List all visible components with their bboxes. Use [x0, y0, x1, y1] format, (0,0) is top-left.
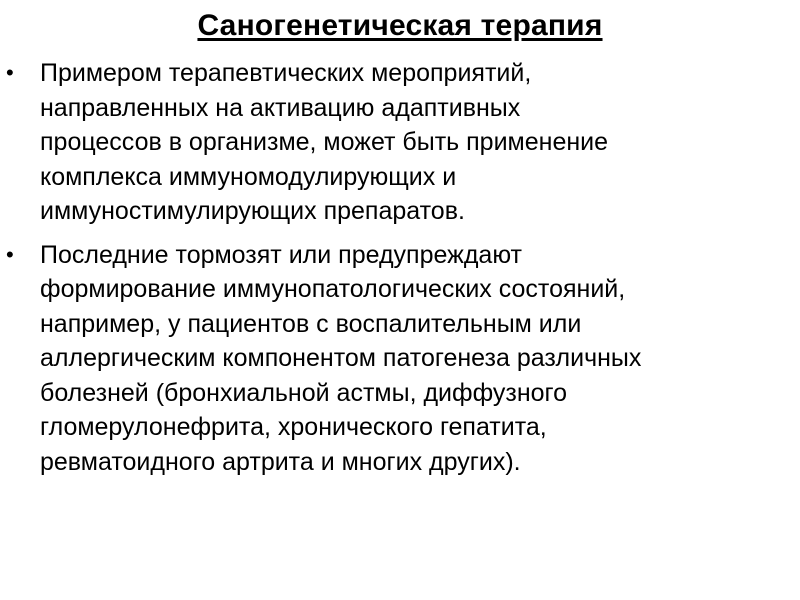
bullet-line: комплекса иммуномодулирующих и: [40, 162, 457, 191]
bullet-line: Последние тормозят или предупреждают: [40, 240, 522, 269]
slide-title: Саногенетическая терапия: [197, 9, 603, 42]
bullet-line: например, у пациентов с воспалительным или: [40, 309, 582, 338]
bullet-item: [6, 56, 796, 229]
bullet-line: Примером терапевтических мероприятий,: [40, 59, 532, 87]
bullet-line: болезней (бронхиальной астмы, диффузного: [40, 378, 568, 407]
bullet-item: [6, 238, 796, 480]
bullet-line: направленных на активацию адаптивных: [40, 93, 521, 122]
bullet-line: иммуностимулирующих препаратов.: [40, 197, 465, 225]
bullet-line: формирование иммунопатологических состояний,: [40, 275, 626, 303]
bullet-marker: •: [6, 241, 14, 267]
bullet-line: гломерулонефрита, хронического гепатита,: [40, 413, 547, 441]
bullet-line: ревматоидного артрита и многих других).: [40, 447, 521, 476]
bullet-marker: •: [6, 60, 14, 85]
bullet-list: [6, 56, 796, 488]
bullet-line: аллергическим компонентом патогенеза различных: [40, 344, 642, 372]
bullet-line: процессов в организме, может быть применение: [40, 128, 609, 156]
